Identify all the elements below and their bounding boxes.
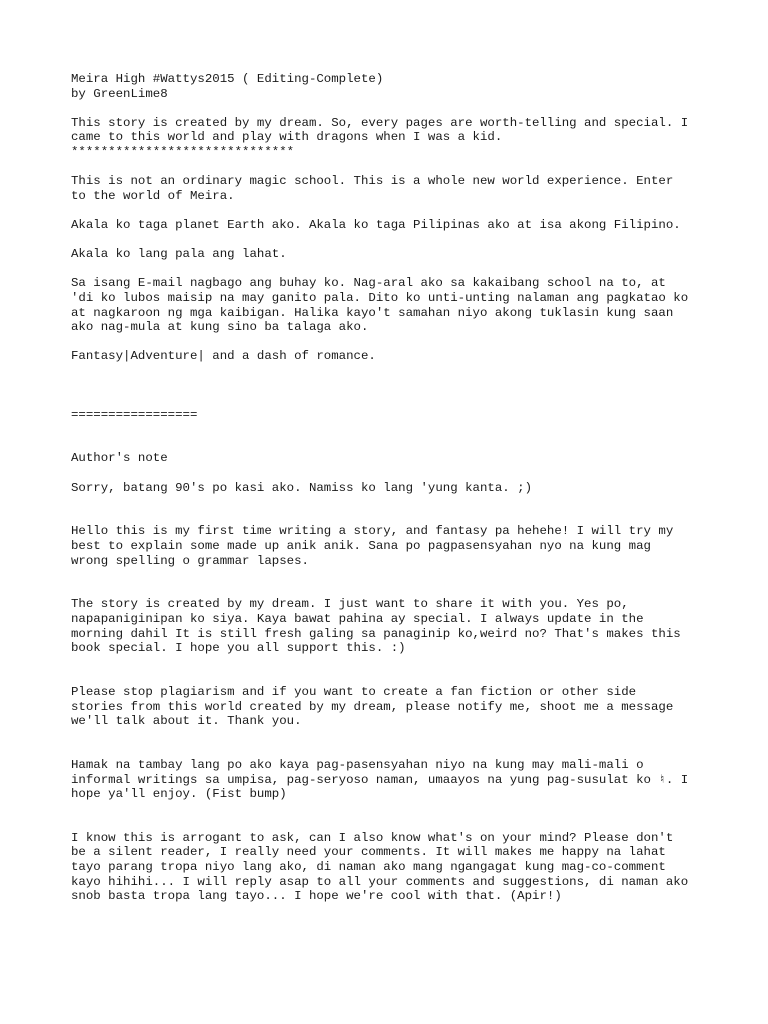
note-paragraph [71, 758, 711, 802]
text-line: This is not an ordinary magic school. This is a whole new world experience. Enter [71, 174, 674, 189]
text-line: to the world of Meira. [71, 188, 235, 203]
note-paragraph [71, 524, 711, 568]
note-paragraph [71, 831, 711, 904]
equals-divider: ================= [71, 407, 198, 422]
text-line: napapaniginipan ko siya. Kaya bawat pahina ay special. I always update in the [71, 611, 644, 626]
authors-note-heading: Author's note [71, 451, 168, 466]
text-line: kayo hihihi... I will reply asap to all your comments and suggestions, di naman ako [71, 874, 689, 889]
text-line: Akala ko taga planet Earth ako. Akala ko taga Pilipinas ako at isa akong Filipino. [71, 217, 681, 232]
blurb-paragraph [71, 247, 711, 262]
text-line: informal writings sa umpisa, pag-seryoso naman, umaayos na yung pag-susulat ko ♮. I [71, 772, 689, 787]
note-paragraph [71, 597, 711, 655]
text-line: be a silent reader, I really need your comments. It will makes me happy na lahat [71, 845, 666, 860]
blurb-paragraph [71, 174, 711, 203]
text-line: This story is created by my dream. So, every pages are worth-telling and special. I [71, 115, 689, 130]
text-line: came to this world and play with dragons when I was a kid. [71, 130, 503, 145]
blurb-paragraph [71, 218, 711, 233]
genre-line [71, 349, 711, 364]
note-paragraph [71, 685, 711, 729]
author-byline: by GreenLime8 [71, 86, 168, 101]
text-line: we'll talk about it. Thank you. [71, 714, 302, 729]
text-line: snob basta tropa lang tayo... I hope we're cool with that. (Apir!) [71, 889, 562, 904]
text-line: Hamak na tambay lang po ako kaya pag-pasensyahan niyo na kung may mali-mali o [71, 757, 644, 772]
blurb-paragraph [71, 276, 711, 334]
text-line: best to explain some made up anik anik. Sana po pagpasensyahan nyo na kung mag [71, 539, 651, 554]
asterisk-divider: ****************************** [71, 144, 295, 159]
text-line: I know this is arrogant to ask, can I also know what's on your mind? Please don't [71, 830, 674, 845]
text-line: stories from this world created by my dream, please notify me, shoot me a message [71, 699, 674, 714]
text-line: Akala ko lang pala ang lahat. [71, 247, 287, 262]
document-page [71, 72, 711, 904]
text-line: hope ya'll enjoy. (Fist bump) [71, 787, 287, 802]
text-line: book special. I hope you all support this. :) [71, 641, 406, 656]
intro-paragraph [71, 116, 711, 160]
text-line: 'di ko lubos maisip na may ganito pala. Dito ko unti-unting nalaman ang pagkatao ko [71, 290, 689, 305]
text-line: morning dahil It is still fresh galing sa panaginip ko,weird no? That's makes this [71, 626, 681, 641]
document-title: Meira High #Wattys2015 ( Editing-Complete) [71, 72, 384, 86]
text-line: The story is created by my dream. I just want to share it with you. Yes po, [71, 597, 629, 612]
text-line: Fantasy|Adventure| and a dash of romance. [71, 349, 376, 364]
text-line: Sa isang E-mail nagbago ang buhay ko. Nag-aral ako sa kakaibang school na to, at [71, 276, 666, 291]
text-line: tayo parang tropa niyo lang ako, di naman ako mang ngangagat kung mag-co-comment [71, 860, 666, 875]
text-line: Sorry, batang 90's po kasi ako. Namiss ko lang 'yung kanta. ;) [71, 480, 533, 495]
text-line: wrong spelling o grammar lapses. [71, 553, 309, 568]
text-line: ako nag-mula at kung sino ba talaga ako. [71, 320, 369, 335]
text-line: at nagkaroon ng mga kaibigan. Halika kayo't samahan niyo akong tuklasin kung saan [71, 305, 674, 320]
text-line: Please stop plagiarism and if you want to create a fan fiction or other side [71, 684, 637, 699]
note-paragraph [71, 481, 711, 496]
text-line: Hello this is my first time writing a story, and fantasy pa hehehe! I will try my [71, 524, 674, 539]
